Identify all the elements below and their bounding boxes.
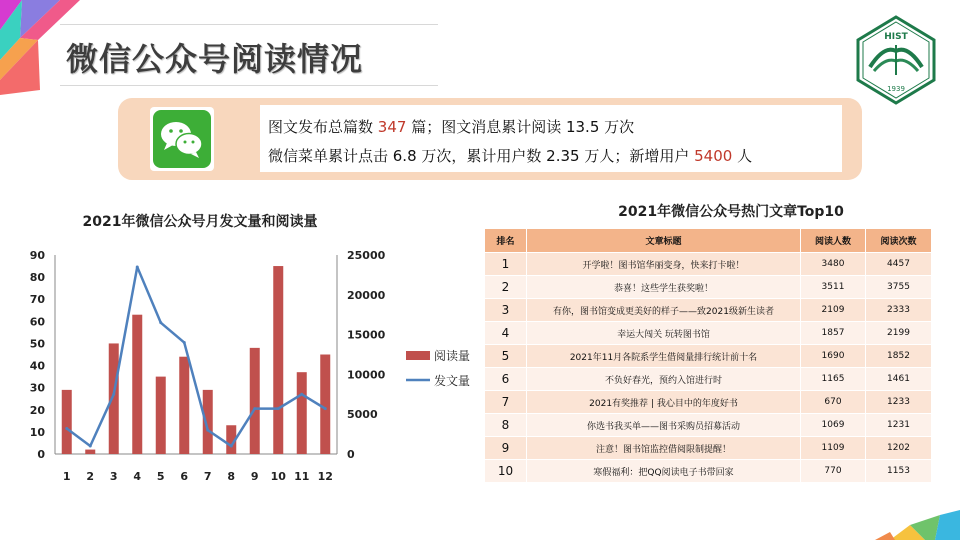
line-point-9 (253, 407, 256, 410)
line-point-3 (112, 393, 115, 396)
header-readers: 阅读人数 (801, 229, 866, 253)
y-left-tick-label: 40 (29, 359, 45, 373)
cell-title: 寒假福利：把QQ阅读电子书带回家 (527, 460, 801, 483)
line-point-12 (324, 407, 327, 410)
y-left-tick-label: 10 (29, 425, 45, 439)
cell-reads: 1461 (866, 368, 932, 391)
cell-readers: 670 (801, 391, 866, 414)
cell-reads: 4457 (866, 253, 932, 276)
cell-readers: 1165 (801, 368, 866, 391)
bar-4 (132, 315, 142, 454)
legend-line-label: 发文量 (434, 374, 471, 388)
cell-reads: 1231 (866, 414, 932, 437)
y-right-tick-label: 0 (347, 448, 355, 461)
table-row (485, 460, 932, 483)
x-tick-label: 11 (294, 470, 310, 483)
line-point-1 (65, 427, 68, 430)
legend-bar-label: 阅读量 (434, 349, 471, 363)
chart-title: 2021年微信公众号月发文量和阅读量 (82, 214, 318, 230)
bar-10 (273, 266, 283, 454)
bar-2 (85, 450, 95, 454)
line-point-6 (183, 341, 186, 344)
table-header-row (485, 229, 932, 253)
cell-rank: 10 (485, 460, 527, 483)
cell-title: 不负好春光，预约入馆进行时 (527, 368, 801, 391)
table-row (485, 345, 932, 368)
cell-rank: 2 (485, 276, 527, 299)
cell-title: 你选书我买单——图书采购员招募活动 (527, 414, 801, 437)
line-point-11 (300, 393, 303, 396)
summary-line-1: 图文发布总篇数 347 篇；图文消息累计阅读 13.5 万次 (268, 118, 635, 136)
bar-3 (109, 343, 119, 454)
table-row (485, 391, 932, 414)
university-logo (856, 15, 936, 105)
table-row (485, 414, 932, 437)
cell-readers: 3511 (801, 276, 866, 299)
cell-reads: 2333 (866, 299, 932, 322)
table-title: 2021年微信公众号热门文章Top10 (618, 204, 844, 220)
cell-rank: 9 (485, 437, 527, 460)
cell-readers: 770 (801, 460, 866, 483)
bar-6 (179, 357, 189, 454)
cell-reads: 3755 (866, 276, 932, 299)
cell-rank: 7 (485, 391, 527, 414)
y-left-tick-label: 90 (29, 249, 45, 262)
cell-rank: 3 (485, 299, 527, 322)
y-left-tick-label: 30 (29, 381, 45, 395)
cell-title: 幸运大闯关 玩转图书馆 (527, 322, 801, 345)
x-tick-label: 8 (227, 470, 236, 483)
cell-readers: 3480 (801, 253, 866, 276)
y-right-tick-label: 10000 (347, 368, 386, 382)
header-rank: 排名 (485, 229, 527, 253)
cell-readers: 2109 (801, 299, 866, 322)
cell-rank: 6 (485, 368, 527, 391)
cell-title: 2021有奖推荐 | 我心目中的年度好书 (527, 391, 801, 414)
cell-rank: 8 (485, 414, 527, 437)
cell-readers: 1857 (801, 322, 866, 345)
logo-text: HIST (884, 32, 908, 42)
line-point-10 (277, 407, 280, 410)
cell-readers: 1690 (801, 345, 866, 368)
bar-1 (62, 390, 72, 454)
cell-rank: 5 (485, 345, 527, 368)
bar-9 (250, 348, 260, 454)
table-row (485, 368, 932, 391)
y-left-tick-label: 50 (29, 337, 45, 351)
cell-title: 注意！图书馆监控借阅限制提醒！ (527, 437, 801, 460)
bar-7 (203, 390, 213, 454)
cell-reads: 1153 (866, 460, 932, 483)
header-title: 文章标题 (527, 229, 801, 253)
table-row (485, 322, 932, 345)
table-row (485, 253, 932, 276)
y-left-tick-label: 0 (37, 448, 45, 461)
x-tick-label: 9 (250, 470, 259, 483)
line-point-4 (136, 265, 139, 268)
cell-rank: 1 (485, 253, 527, 276)
cell-readers: 1069 (801, 414, 866, 437)
bar-5 (156, 377, 166, 454)
line-point-8 (230, 445, 233, 448)
bar-12 (320, 355, 330, 455)
line-point-7 (206, 429, 209, 432)
y-left-tick-label: 80 (29, 271, 45, 285)
line-point-2 (89, 445, 92, 448)
top10-table (484, 228, 932, 483)
table-row (485, 299, 932, 322)
line-point-5 (159, 321, 162, 324)
corner-decoration-bottom-right (870, 510, 960, 540)
cell-title: 有你，图书馆变成更美好的样子——致2021级新生读者 (527, 299, 801, 322)
x-tick-label: 10 (270, 470, 286, 483)
cell-title: 2021年11月各院系学生借阅量排行统计前十名 (527, 345, 801, 368)
x-tick-label: 2 (86, 470, 95, 483)
x-tick-label: 5 (156, 470, 165, 483)
table-row (485, 276, 932, 299)
y-right-tick-label: 25000 (347, 249, 386, 262)
cell-title: 开学啦！图书馆华丽变身，快来打卡啦！ (527, 253, 801, 276)
cell-reads: 1233 (866, 391, 932, 414)
cell-reads: 2199 (866, 322, 932, 345)
logo-year: 1939 (887, 85, 905, 93)
bar-11 (297, 372, 307, 454)
x-tick-label: 4 (133, 470, 142, 483)
page-title: 微信公众号阅读情况 (66, 40, 364, 78)
y-left-tick-label: 20 (29, 403, 45, 417)
legend-bar-swatch (406, 351, 430, 360)
total-posts-value: 347 (377, 118, 407, 136)
header-reads: 阅读次数 (866, 229, 932, 253)
y-right-tick-label: 15000 (347, 328, 386, 342)
cell-rank: 4 (485, 322, 527, 345)
new-users-value: 5400 (694, 147, 733, 165)
line-series-发文量 (67, 267, 326, 446)
x-tick-label: 12 (317, 470, 333, 483)
summary-line-2: 微信菜单累计点击 6.8 万次，累计用户数 2.35 万人；新增用户 5400 人 (268, 147, 753, 165)
cell-readers: 1109 (801, 437, 866, 460)
table-row (485, 437, 932, 460)
y-left-tick-label: 60 (29, 315, 45, 329)
x-tick-label: 3 (109, 470, 118, 483)
x-tick-label: 1 (62, 470, 71, 483)
cell-title: 恭喜！这些学生获奖啦！ (527, 276, 801, 299)
cell-reads: 1852 (866, 345, 932, 368)
x-tick-label: 7 (203, 470, 212, 483)
y-left-tick-label: 70 (29, 293, 45, 307)
y-right-tick-label: 5000 (347, 408, 378, 422)
cell-reads: 1202 (866, 437, 932, 460)
y-right-tick-label: 20000 (347, 288, 386, 302)
x-tick-label: 6 (180, 470, 189, 483)
